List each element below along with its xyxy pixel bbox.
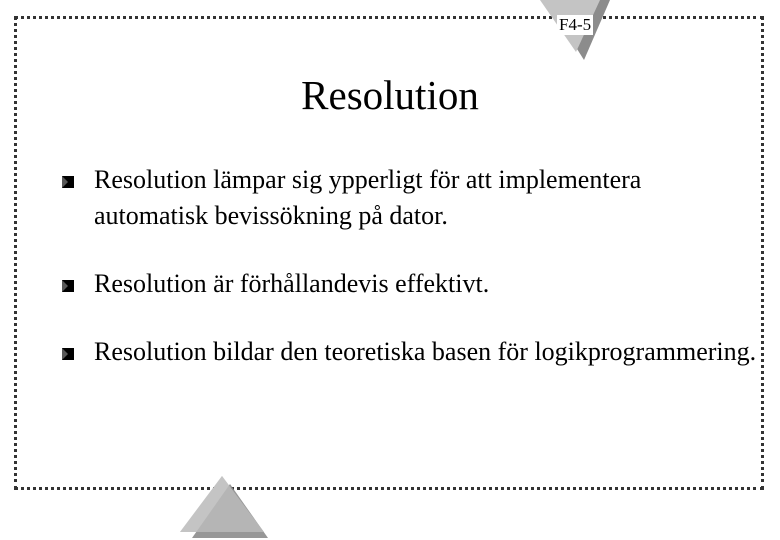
bullet-list xyxy=(60,162,760,402)
bullet-text-3: Resolution bildar den teoretiska basen för logikprogrammering. xyxy=(94,337,757,366)
diamond-bullet-icon xyxy=(60,278,76,294)
diamond-bullet-icon xyxy=(60,174,76,190)
bullet-item-3 xyxy=(60,334,760,370)
bullet-text-1: Resolution lämpar sig ypperligt för att implementera automatisk bevissökning på dator. xyxy=(94,165,642,230)
bottom-triangle-icon xyxy=(180,476,272,538)
slide-number: F4-5 xyxy=(559,15,592,34)
slide-title: Resolution xyxy=(301,72,479,118)
diamond-bullet-icon xyxy=(60,346,76,362)
bullet-text-2: Resolution är förhållandevis effektivt. xyxy=(94,269,490,298)
bullet-item-2 xyxy=(60,266,760,302)
bullet-item-1 xyxy=(60,162,760,234)
